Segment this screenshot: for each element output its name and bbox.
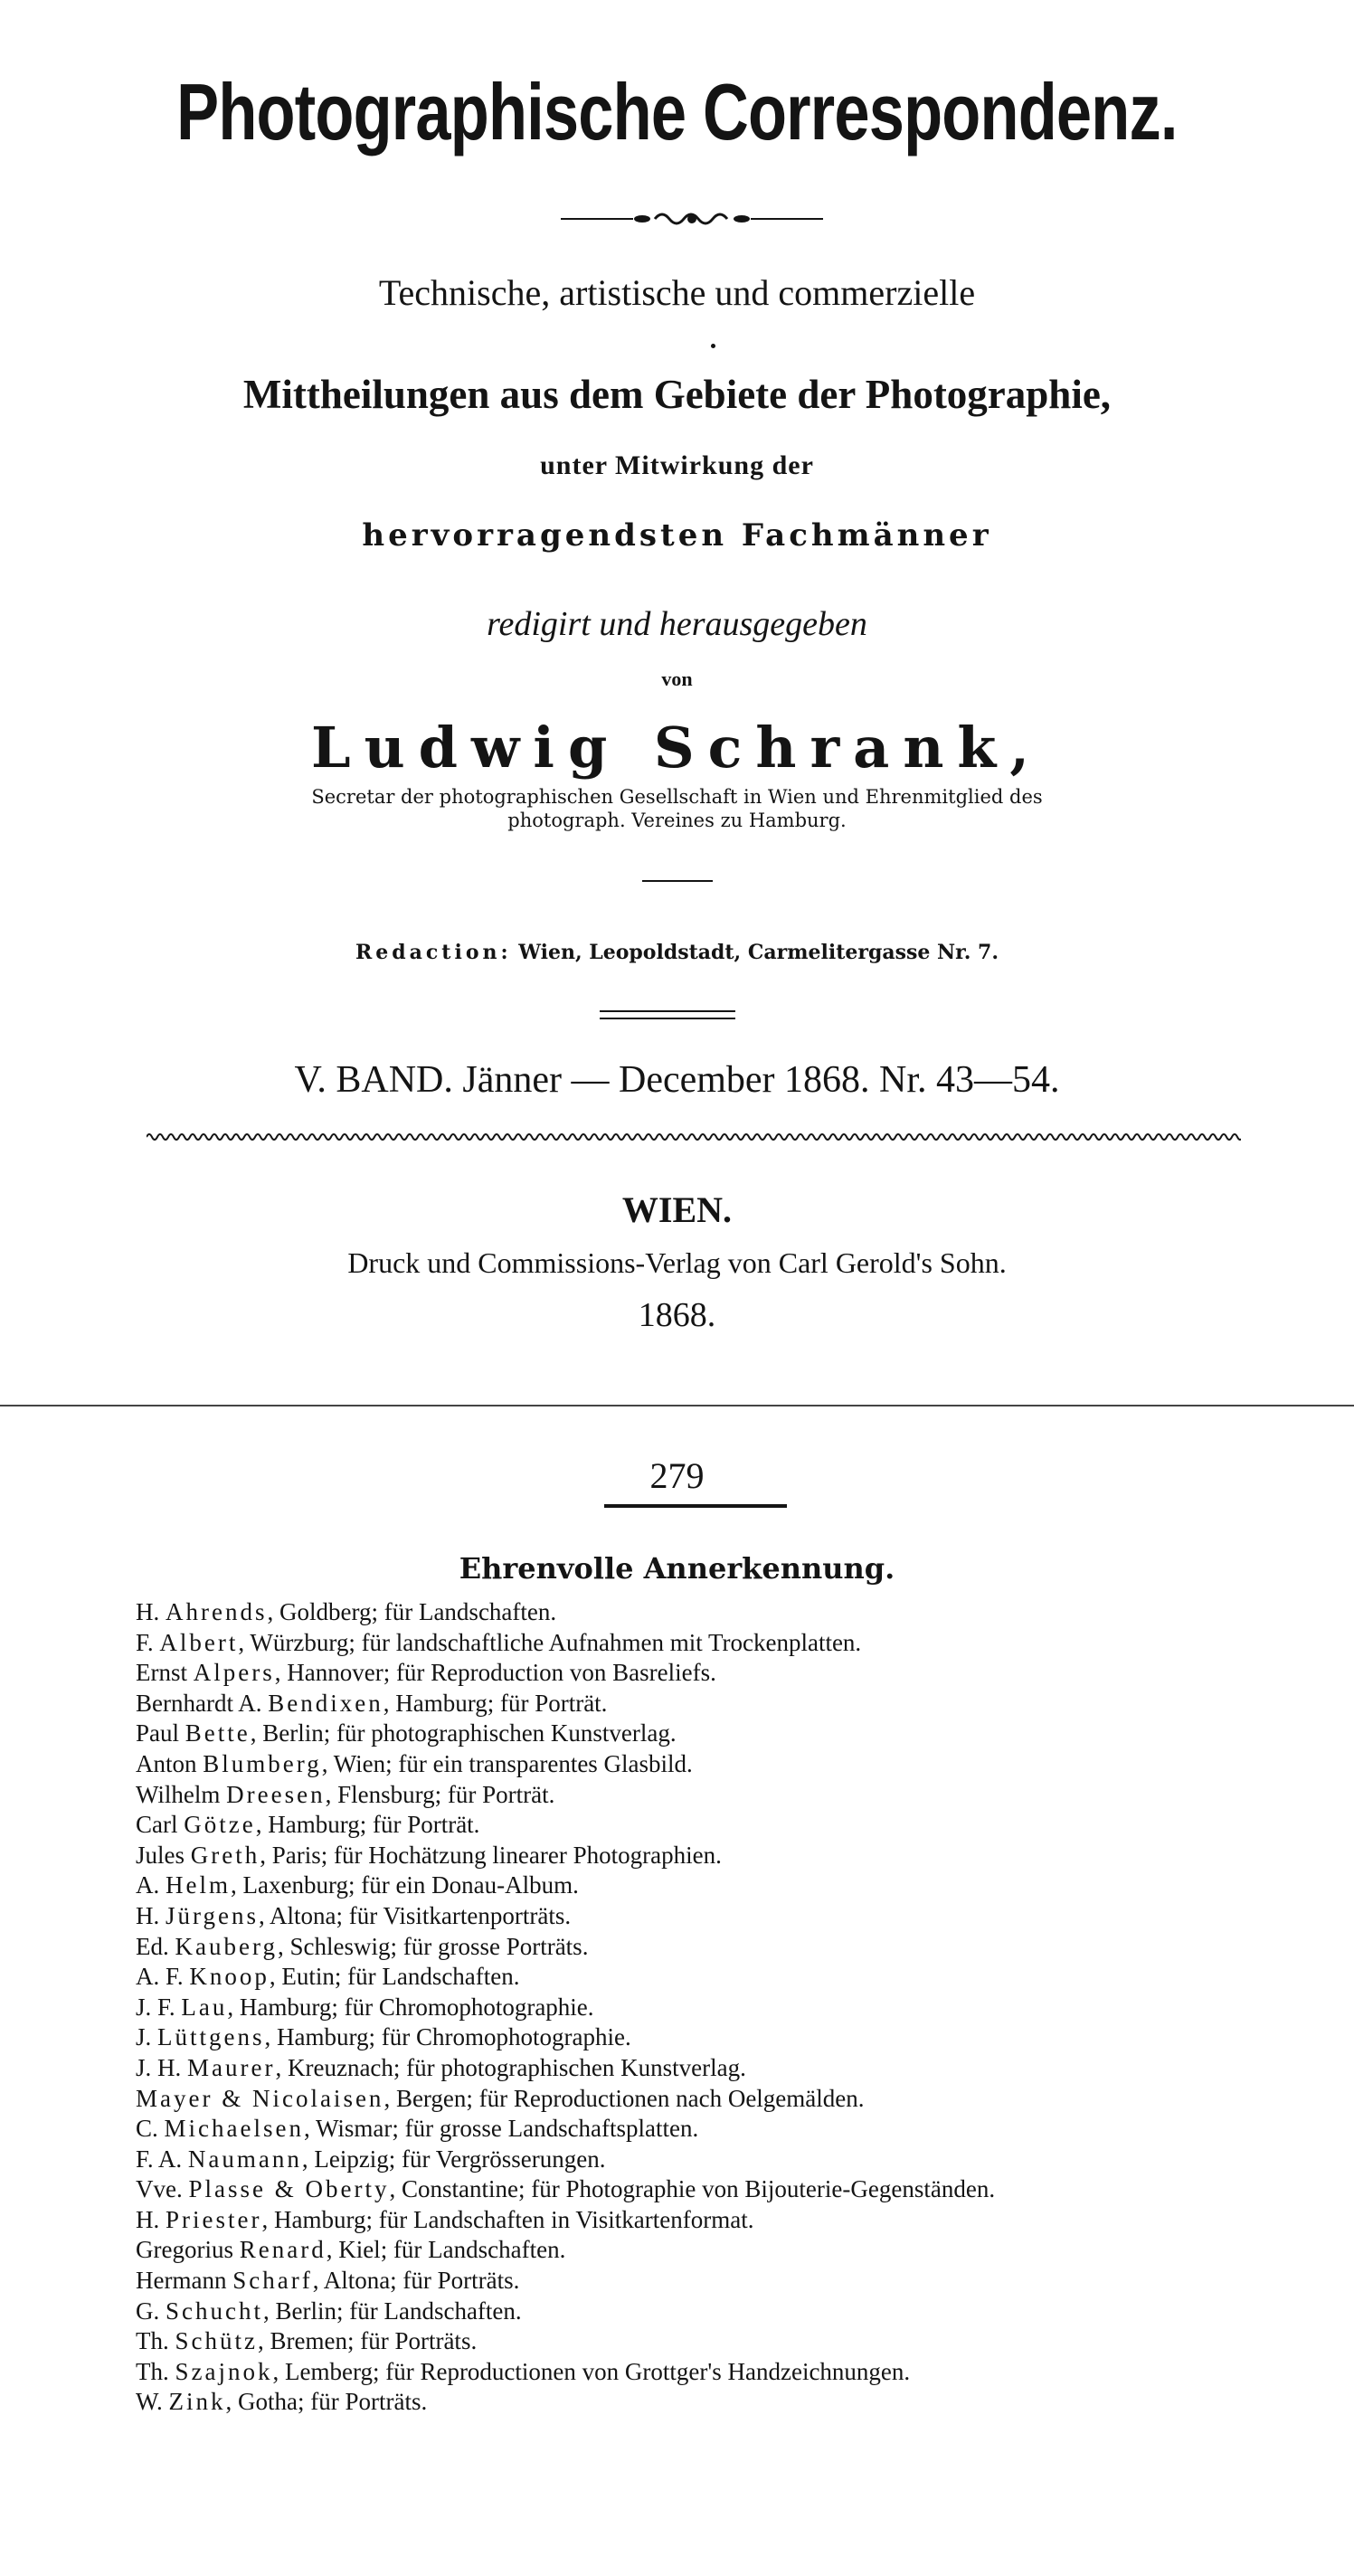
list-item	[136, 2205, 1266, 2236]
subtitle-line-1: Technische, artistische und commerzielle	[378, 272, 976, 313]
publication-year: 1868.	[638, 1296, 716, 1334]
entry-name: Greth	[190, 1841, 260, 1869]
entry-details: , Berlin; für Landschaften.	[263, 2297, 522, 2325]
wavy-rule	[147, 1131, 1241, 1143]
entry-name: Naumann	[187, 2145, 302, 2173]
list-item	[136, 1932, 1266, 1963]
entry-details: , Altona; für Porträts.	[312, 2267, 520, 2295]
entry-details: , Wismar; für grosse Landschaftsplatten.	[303, 2115, 699, 2143]
list-item	[136, 2145, 1266, 2175]
entry-name: Götze	[184, 1811, 256, 1839]
entry-prefix: Th.	[136, 2327, 175, 2355]
entry-prefix: Bernhardt A.	[136, 1689, 269, 1717]
entry-details: , Hamburg; für Porträt.	[255, 1811, 480, 1839]
entry-name: Dreesen	[226, 1780, 326, 1808]
entry-name: Michaelsen	[164, 2115, 304, 2143]
list-item	[136, 1597, 1266, 1628]
entry-name: Knoop	[189, 1963, 270, 1991]
entry-details: , Paris; für Hochätzung linearer Photographien.	[260, 1841, 722, 1869]
list-item	[136, 1810, 1266, 1841]
entry-prefix: Hermann	[136, 2267, 233, 2295]
publisher-line: Druck und Commissions-Verlag von Carl Gerold's Sohn.	[347, 1246, 1007, 1279]
entry-details: , Hamburg; für Porträt.	[383, 1689, 608, 1717]
entry-details: , Hamburg; für Landschaften in Visitkartenformat.	[261, 2205, 754, 2233]
entry-prefix: Wilhelm	[136, 1780, 227, 1808]
entry-prefix: Carl	[136, 1811, 185, 1839]
entry-name: Bette	[185, 1719, 251, 1747]
page-separator	[0, 1405, 1354, 1406]
list-item	[136, 2084, 1266, 2115]
entry-prefix: F. A.	[136, 2145, 188, 2173]
entry-prefix: C.	[136, 2115, 165, 2143]
dot-mark	[711, 344, 715, 348]
list-item	[136, 1658, 1266, 1689]
list-item	[136, 1780, 1266, 1811]
list-item	[136, 2022, 1266, 2053]
list-item	[136, 2387, 1266, 2418]
list-item	[136, 2114, 1266, 2145]
entry-name: Mayer & Nicolaisen	[136, 2084, 384, 2112]
subtitle-line-5: redigirt und herausgegeben	[487, 605, 867, 643]
page-number-rule	[604, 1504, 787, 1508]
entry-prefix: Paul	[136, 1719, 185, 1747]
entry-prefix: Anton	[136, 1749, 204, 1777]
list-item	[136, 1628, 1266, 1659]
subtitle-line-4: hervorragendsten Fachmänner	[362, 517, 992, 554]
entry-prefix: G.	[136, 2297, 166, 2325]
list-item	[136, 2357, 1266, 2388]
entry-details: , Schleswig; für grosse Porträts.	[277, 1932, 589, 1960]
entry-details: , Gotha; für Porträts.	[225, 2388, 428, 2416]
subtitle-line-2: Mittheilungen aus dem Gebiete der Photographie,	[242, 372, 1112, 417]
entry-name: Bendixen	[268, 1689, 383, 1717]
list-item	[136, 1841, 1266, 1871]
entry-name: Schucht	[166, 2297, 263, 2325]
entry-name: Lüttgens	[157, 2023, 265, 2051]
list-item	[136, 2266, 1266, 2297]
entry-details: , Hamburg; für Chromophotographie.	[227, 1993, 594, 2021]
entry-name: Zink	[168, 2388, 226, 2416]
entry-details: , Leipzig; für Vergrösserungen.	[301, 2145, 606, 2173]
entry-details: , Wien; für ein transparentes Glasbild.	[321, 1749, 693, 1777]
entry-name: Plasse & Oberty	[188, 2175, 390, 2203]
list-item	[136, 1719, 1266, 1749]
entry-name: Jürgens	[166, 1901, 260, 1929]
page-number: 279	[649, 1455, 705, 1496]
entry-prefix: F.	[136, 1628, 160, 1656]
list-item	[136, 2326, 1266, 2357]
entry-details: , Würzburg; für landschaftliche Aufnahmen mit Trockenplatten.	[238, 1628, 862, 1656]
short-rule	[642, 880, 713, 882]
entry-prefix: Gregorius	[136, 2236, 240, 2264]
entry-name: Alpers	[193, 1659, 275, 1687]
list-item	[136, 2235, 1266, 2266]
entry-name: Szajnok	[175, 2357, 273, 2385]
editor-name: Ludwig Schrank,	[311, 715, 1043, 781]
entry-prefix: J. H.	[136, 2053, 188, 2081]
entry-prefix: Vve.	[136, 2175, 189, 2203]
entry-details: , Laxenburg; für ein Donau-Album.	[231, 1871, 579, 1899]
entry-prefix: Th.	[136, 2357, 175, 2385]
double-rule-top	[600, 1010, 735, 1012]
entry-details: , Bergen; für Reproductionen nach Oelgemälden.	[383, 2084, 865, 2112]
entry-prefix: H.	[136, 1598, 166, 1625]
entry-name: Albert	[159, 1628, 239, 1656]
von-label: von	[661, 668, 693, 690]
entry-details: , Eutin; für Landschaften.	[269, 1963, 520, 1991]
entry-details: , Flensburg; für Porträt.	[325, 1780, 555, 1808]
entry-name: Kauberg	[175, 1932, 278, 1960]
ornament-divider	[561, 206, 823, 232]
entry-details: , Goldberg; für Landschaften.	[267, 1598, 557, 1625]
entry-prefix: Ed.	[136, 1932, 175, 1960]
list-item	[136, 1870, 1266, 1901]
entry-name: Lau	[181, 1993, 228, 2021]
entry-details: , Bremen; für Porträts.	[258, 2327, 478, 2355]
redaction-label: Redaction:	[355, 941, 512, 964]
entry-details: , Hamburg; für Chromophotographie.	[264, 2023, 631, 2051]
entry-prefix: J. F.	[136, 1993, 182, 2021]
entry-details: , Altona; für Visitkartenporträts.	[259, 1901, 572, 1929]
entry-prefix: A.	[136, 1871, 166, 1899]
list-item	[136, 2053, 1266, 2084]
entry-prefix: A. F.	[136, 1963, 190, 1991]
double-rule-bottom	[600, 1018, 735, 1019]
list-item	[136, 1689, 1266, 1719]
entry-name: Priester	[166, 2205, 262, 2233]
entry-details: , Hannover; für Reproduction von Basreliefs.	[274, 1659, 716, 1687]
entry-name: Maurer	[187, 2053, 276, 2081]
entry-details: , Kiel; für Landschaften.	[326, 2236, 566, 2264]
entry-name: Schütz	[175, 2327, 258, 2355]
list-item	[136, 1901, 1266, 1932]
list-item	[136, 1749, 1266, 1780]
entry-prefix: Ernst	[136, 1659, 194, 1687]
entry-prefix: H.	[136, 2205, 166, 2233]
entry-name: Renard	[239, 2236, 327, 2264]
redaction-line	[0, 941, 1354, 964]
list-item	[136, 1993, 1266, 2023]
editor-role: Secretar der photographischen Gesellschaft in Wien und Ehrenmitglied des photograph. Vereines zu Hamburg.	[311, 786, 1043, 831]
entry-prefix: W.	[136, 2388, 169, 2416]
award-list	[136, 1597, 1266, 2418]
list-item	[136, 2174, 1266, 2205]
entry-details: , Berlin; für photographischen Kunstverlag.	[250, 1719, 677, 1747]
entry-name: Helm	[166, 1871, 231, 1899]
section-title: Ehrenvolle Annerkennung.	[459, 1551, 895, 1586]
entry-details: , Constantine; für Photographie von Bijouterie-Gegenständen.	[389, 2175, 996, 2203]
list-item	[136, 2297, 1266, 2327]
journal-title: Photographische Correspondenz.	[176, 67, 1178, 156]
entry-details: , Lemberg; für Reproductionen von Grottger's Handzeichnungen.	[272, 2357, 911, 2385]
redaction-address: Wien, Leopoldstadt, Carmelitergasse Nr. 7.	[518, 941, 999, 964]
entry-name: Scharf	[232, 2267, 313, 2295]
entry-prefix: H.	[136, 1901, 166, 1929]
entry-prefix: Jules	[136, 1841, 191, 1869]
volume-line: V. BAND. Jänner — December 1868. Nr. 43—54.	[294, 1059, 1060, 1101]
subtitle-line-3: unter Mitwirkung der	[540, 450, 814, 480]
entry-details: , Kreuznach; für photographischen Kunstverlag.	[275, 2053, 746, 2081]
entry-name: Blumberg	[203, 1749, 322, 1777]
list-item	[136, 1962, 1266, 1993]
entry-name: Ahrends	[166, 1598, 268, 1625]
publication-city: WIEN.	[621, 1189, 733, 1230]
entry-prefix: J.	[136, 2023, 158, 2051]
